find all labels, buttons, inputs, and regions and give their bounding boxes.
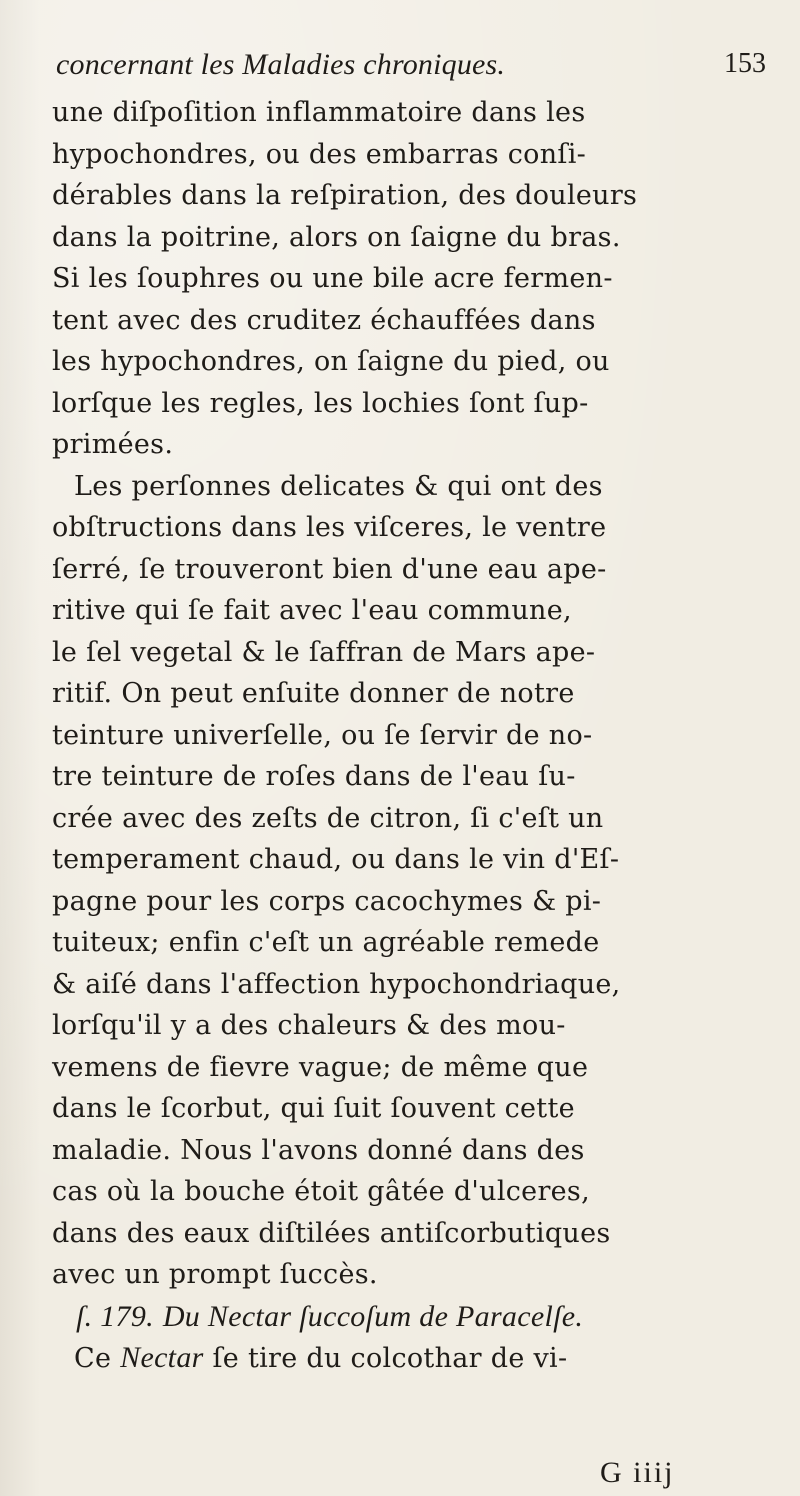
text-line: maladie. Nous l'avons donné dans des xyxy=(52,1134,585,1166)
text-line: avec un prompt ſuccès. xyxy=(52,1259,378,1290)
text-line: Si les ſouphres ou une bile acre fermen- xyxy=(52,263,613,294)
text-line: vemens de fievre vague; de même que xyxy=(52,1051,589,1083)
text-line: tuiteux; enfin c'eſt un agréable remede xyxy=(52,927,600,958)
running-head xyxy=(56,48,766,94)
text-line: ritif. On peut enſuite donner de notre xyxy=(52,678,575,709)
text-line: temperament chaud, ou dans le vin d'Eſ- xyxy=(52,844,620,875)
text-line: dérables dans la reſpiration, des douleurs xyxy=(52,180,638,211)
text-line: dans des eaux diſtilées antiſcorbutiques xyxy=(52,1217,611,1249)
text-line: une diſpoſition inflammatoire dans les xyxy=(52,97,586,128)
text-line: dans le ſcorbut, qui ſuit ſouvent cette xyxy=(52,1093,575,1124)
section-first-line xyxy=(52,1337,772,1379)
text-line: ſerré, ſe trouveront bien d'une eau ape- xyxy=(52,553,607,585)
text-line: lorſqu'il y a des chaleurs & des mou- xyxy=(52,1010,566,1041)
text-line: les hypochondres, on ſaigne du pied, ou xyxy=(52,346,610,377)
text-line: obſtructions dans les viſceres, le ventre xyxy=(52,512,607,543)
text-line: crée avec des zeſts de citron, ſi c'eſt un xyxy=(52,802,604,834)
text-line: primées. xyxy=(52,429,174,460)
page-number: 153 xyxy=(724,48,766,79)
paragraph-start-line: Les perſonnes delicates & qui ont des xyxy=(74,470,603,502)
text-line: tent avec des cruditez échauffées dans xyxy=(52,304,596,336)
text-line: lorſque les regles, les lochies ſont ſup- xyxy=(52,387,589,419)
text-line: tre teinture de roſes dans de l'eau ſu- xyxy=(52,761,576,792)
text-line: dans la poitrine, alors on ſaigne du bras. xyxy=(52,221,621,253)
line-rest: ſe tire du colcothar de vi- xyxy=(212,1343,568,1374)
signature-mark: G iiij xyxy=(600,1456,675,1489)
text-line: hypochondres, ou des embarras conſi- xyxy=(52,138,587,170)
section-marker: ſ. 179. xyxy=(76,1299,154,1333)
text-line: ritive qui ſe fait avec l'eau commune, xyxy=(52,595,572,626)
text-line: cas où la bouche étoit gâtée d'ulceres, xyxy=(52,1176,590,1207)
section-heading xyxy=(52,1296,772,1338)
body-text xyxy=(52,92,772,1379)
running-title: concernant les Maladies chroniques. xyxy=(56,48,506,81)
text-line: teinture univerſelle, ou ſe ſervir de no- xyxy=(52,719,593,751)
text-line: & aiſé dans l'affection hypochondriaque, xyxy=(52,968,621,1000)
text-line: pagne pour les corps cacochymes & pi- xyxy=(52,885,602,917)
text-line: le ſel vegetal & le ſaffran de Mars ape- xyxy=(52,636,596,668)
italic-term: Nectar xyxy=(120,1341,204,1374)
section-title: Du Nectar ſuccoſum de Paracelſe. xyxy=(162,1299,584,1333)
line-start-word: Ce xyxy=(74,1343,112,1374)
